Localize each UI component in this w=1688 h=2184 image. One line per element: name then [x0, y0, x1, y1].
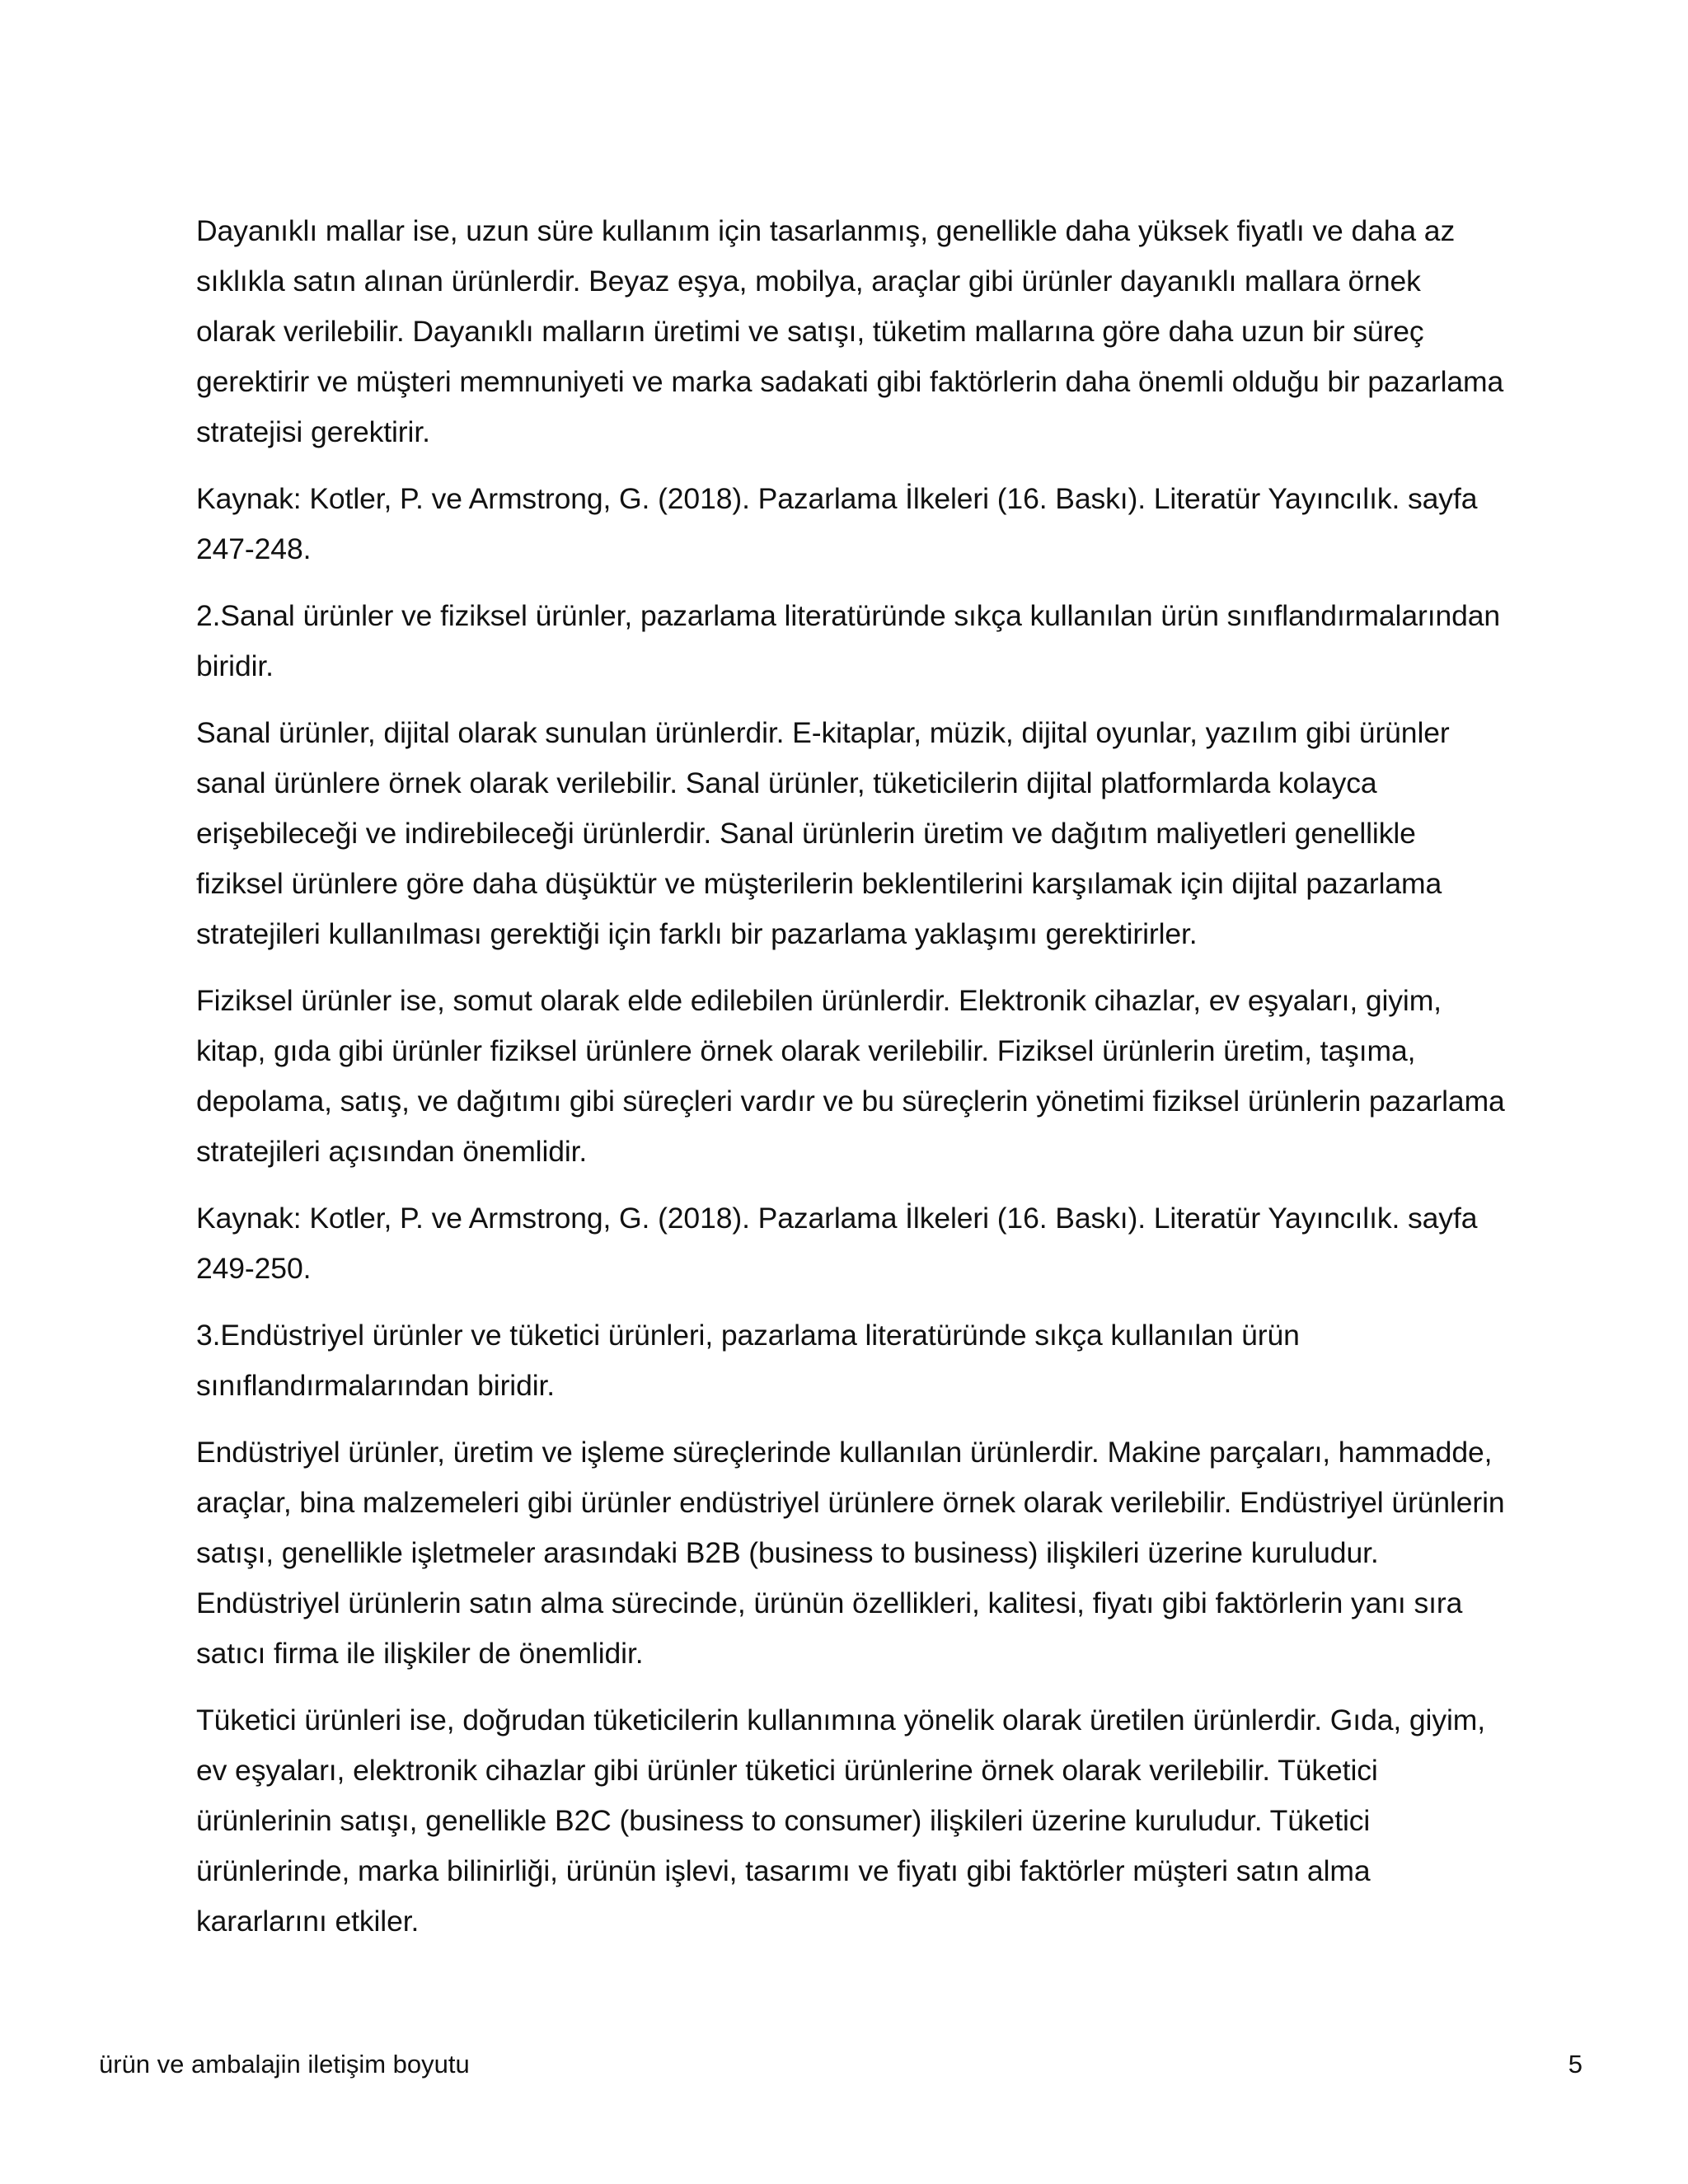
paragraph-virtual-products: Sanal ürünler, dijital olarak sunulan ürünlerdir. E-kitaplar, müzik, dijital oyunlar, yazılım gibi ürünler sanal ürünlere örnek olarak verilebilir. Sanal ürünler, tüketicilerin dijital platformlarda kolayca erişebileceği ve indirebileceği ürünlerdir. Sanal ürünlerin üretim ve dağıtım maliyetleri genellikle fiziksel ürünlere göre daha düşüktür ve müşterilerin beklentilerini karşılamak için dijital pazarlama stratejileri kullanılması gerektiği için farklı bir pazarlama yaklaşımı gerektirirler. [196, 716, 1450, 950]
footer-title: ürün ve ambalajin iletişim boyutu [99, 2050, 470, 2079]
page-number: 5 [1568, 2050, 1582, 2079]
page-footer [99, 2048, 1582, 2081]
paragraph-source-2: Kaynak: Kotler, P. ve Armstrong, G. (2018). Pazarlama İlkeleri (16. Baskı). Literatür Yayıncılık. sayfa 249-250. [196, 1202, 1478, 1285]
paragraph-consumer-products: Tüketici ürünleri ise, doğrudan tüketicilerin kullanımına yönelik olarak üretilen ürünlerdir. Gıda, giyim, ev eşyaları, elektronik cihazlar gibi ürünler tüketici ürünlerine örnek olarak verilebilir. Tüketici ürünlerinin satışı, genellikle B2C (business to consumer) ilişkileri üzerine kuruludur. Tüketici ürünlerinde, marka bilinirliği, ürünün işlevi, tasarımı ve fiyatı gibi faktörler müşteri satın alma kararlarını etkiler. [196, 1704, 1485, 1938]
paragraph-physical-products: Fiziksel ürünler ise, somut olarak elde edilebilen ürünlerdir. Elektronik cihazlar, ev eşyaları, giyim, kitap, gıda gibi ürünler fiziksel ürünlere örnek olarak verilebilir. Fiziksel ürünlerin üretim, taşıma, depolama, satış, ve dağıtımı gibi süreçleri vardır ve bu süreçlerin yönetimi fiziksel ürünlerin pazarlama stratejileri açısından önemlidir. [196, 984, 1505, 1168]
page-body [196, 206, 1507, 1963]
paragraph-heading-virtual-physical: 2.Sanal ürünler ve fiziksel ürünler, pazarlama literatüründe sıkça kullanılan ürün sınıflandırmalarından biridir. [196, 599, 1501, 682]
paragraph-industrial-products: Endüstriyel ürünler, üretim ve işleme süreçlerinde kullanılan ürünlerdir. Makine parçaları, hammadde, araçlar, bina malzemeleri gibi ürünler endüstriyel ürünlere örnek olarak verilebilir. Endüstriyel ürünlerin satışı, genellikle işletmeler arasındaki B2B (business to business) ilişkileri üzerine kuruludur. Endüstriyel ürünlerin satın alma sürecinde, ürünün özellikleri, kalitesi, fiyatı gibi faktörlerin yanı sıra satıcı firma ile ilişkiler de önemlidir. [196, 1436, 1505, 1670]
paragraph-durable-goods: Dayanıklı mallar ise, uzun süre kullanım için tasarlanmış, genellikle daha yüksek fiyatlı ve daha az sıklıkla satın alınan ürünlerdir. Beyaz eşya, mobilya, araçlar gibi ürünler dayanıklı mallara örnek olarak verilebilir. Dayanıklı malların üretimi ve satışı, tüketim mallarına göre daha uzun bir süreç gerektirir ve müşteri memnuniyeti ve marka sadakati gibi faktörlerin daha önemli olduğu bir pazarlama stratejisi gerektirir. [196, 214, 1504, 448]
paragraph-heading-industrial-consumer: 3.Endüstriyel ürünler ve tüketici ürünleri, pazarlama literatüründe sıkça kullanılan ürün sınıflandırmalarından biridir. [196, 1319, 1300, 1402]
paragraph-source-1: Kaynak: Kotler, P. ve Armstrong, G. (2018). Pazarlama İlkeleri (16. Baskı). Literatür Yayıncılık. sayfa 247-248. [196, 482, 1478, 565]
